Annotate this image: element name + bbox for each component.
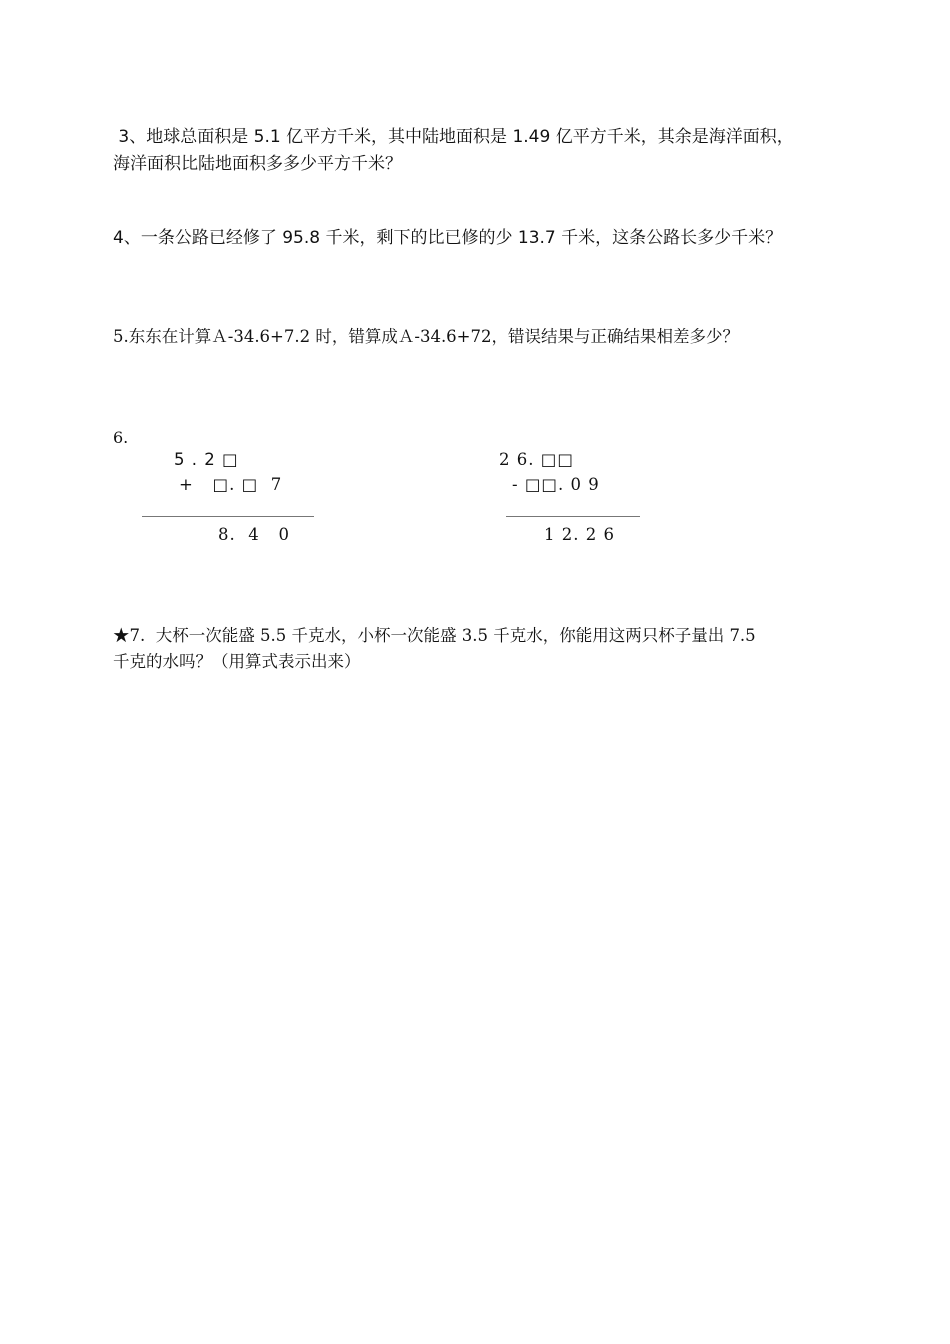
question-3-line-2: 海洋面积比陆地面积多多少平方千米？ xyxy=(113,154,402,174)
subtraction-bottom-operand: - □□. 0 9 xyxy=(512,475,600,494)
question-6-label: 6. xyxy=(113,428,129,447)
subtraction-divider xyxy=(506,516,640,517)
question-4: 4、一条公路已经修了 95.8 千米，剩下的比已修的少 13.7 千米，这条公路长多少千米？ xyxy=(113,228,783,248)
subtraction-result: 1 2. 2 6 xyxy=(544,525,615,544)
addition-result: 8. 4 0 xyxy=(218,525,290,544)
question-5: 5.东东在计算Ａ-34.6+7.2 时，错算成Ａ-34.6+72，错误结果与正确结果相差多少？ xyxy=(113,327,740,346)
addition-divider xyxy=(142,516,314,517)
question-7-line-1: ★7. 大杯一次能盛 5.5 千克水，小杯一次能盛 3.5 千克水，你能用这两只杯子量出 7.5 xyxy=(113,626,756,645)
subtraction-top-operand: 2 6. □□ xyxy=(499,450,574,469)
question-7-line-2: 千克的水吗？（用算式表示出来） xyxy=(113,652,361,671)
addition-top-operand: 5 . 2 □ xyxy=(174,450,239,469)
addition-bottom-operand: + □. □ 7 xyxy=(179,475,283,494)
question-3-line-1: 3、地球总面积是 5.1 亿平方千米，其中陆地面积是 1.49 亿平方千米，其余是海洋面积， xyxy=(113,127,794,147)
